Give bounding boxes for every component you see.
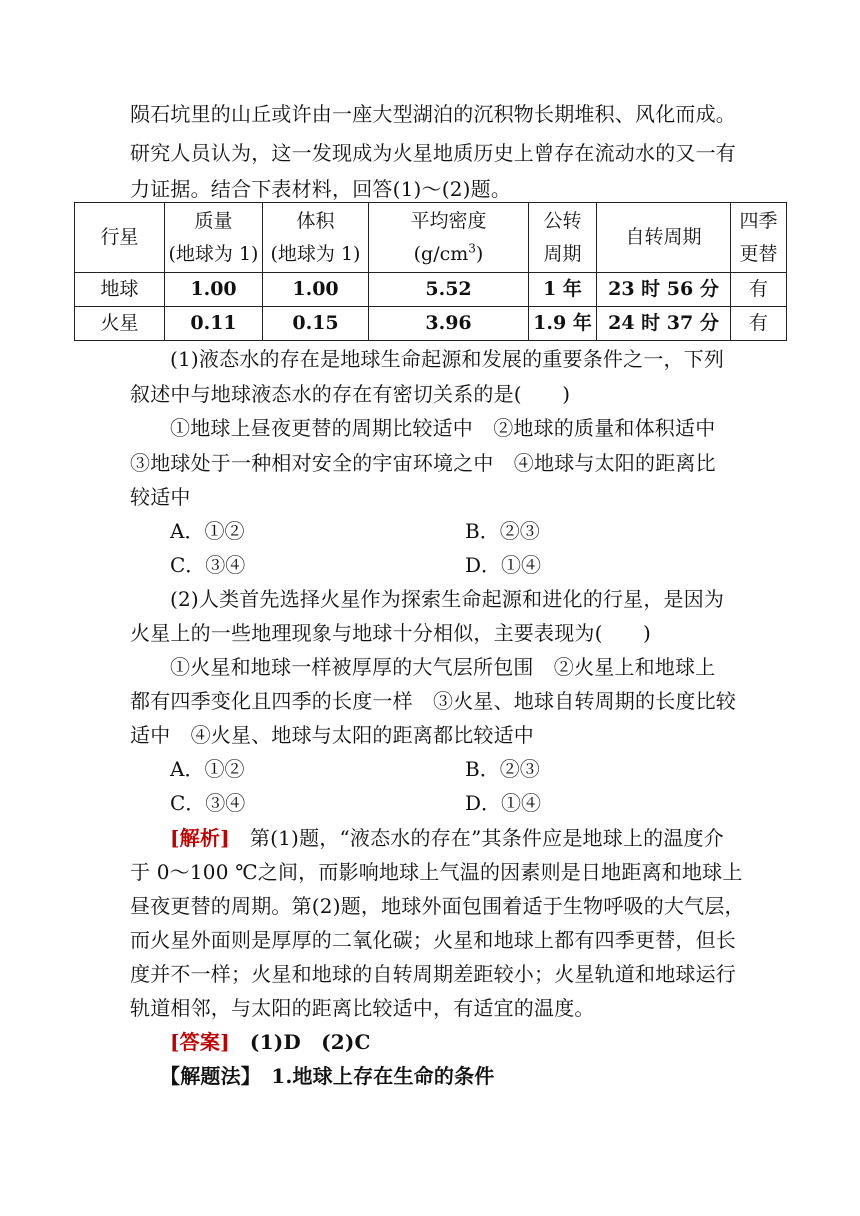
header-revolution: 公转 周期 [529, 203, 597, 273]
q2-statement-line-3: 适中 ④火星、地球与太阳的距离都比较适中 [130, 723, 534, 747]
analysis-line-1 [170, 821, 730, 855]
cell-rotation: 24 时 37 分 [597, 307, 731, 341]
q2-statement-line-1: ①火星和地球一样被厚厚的大气层所包围 ②火星上和地球上 [170, 655, 716, 679]
method-line [160, 1059, 760, 1093]
cell-density: 3.96 [369, 307, 529, 341]
table-row [75, 307, 787, 341]
cell-mass: 0.11 [165, 307, 263, 341]
analysis-line-5: 度并不一样；火星和地球的自转周期差距较小；火星轨道和地球运行 [130, 962, 736, 986]
q1-option-a[interactable]: A．①② [170, 519, 245, 543]
planet-comparison-table [74, 202, 787, 341]
cell-mass: 1.00 [165, 273, 263, 307]
analysis-label: [解析] [170, 826, 230, 850]
q1-option-c[interactable]: C．③④ [170, 553, 246, 577]
header-volume: 体积 (地球为 1) [263, 203, 369, 273]
answer-text: (1)D (2)C [229, 1030, 371, 1054]
analysis-line-2: 于 0～100 ℃之间，而影响地球上气温的因素则是日地距离和地球上 [130, 860, 743, 884]
header-density: 平均密度 $(g/cm^3)$ [369, 203, 529, 273]
analysis-line-4: 而火星外面则是厚厚的二氧化碳；火星和地球上都有四季更替，但长 [130, 928, 736, 952]
method-text: 1.地球上存在生命的条件 [251, 1064, 495, 1088]
q1-statement-line-3: 较适中 [130, 485, 191, 509]
cell-revolution: 1 年 [529, 273, 597, 307]
intro-line-1: 陨石坑里的山丘或许由一座大型湖泊的沉积物长期堆积、风化而成。 [130, 102, 736, 126]
table-header-row [75, 203, 787, 273]
intro-line-2: 研究人员认为，这一发现成为火星地质历史上曾存在流动水的又一有 [130, 141, 736, 165]
q2-option-a[interactable]: A．①② [170, 757, 245, 781]
q1-stem-line-1: (1)液态水的存在是地球生命起源和发展的重要条件之一，下列 [170, 347, 725, 371]
analysis-first-text: 第(1)题，“液态水的存在”其条件应是地球上的温度介 [229, 826, 724, 850]
q2-option-b[interactable]: B．②③ [465, 757, 540, 781]
q1-option-b[interactable]: B．②③ [465, 519, 540, 543]
q1-statement-line-2: ③地球处于一种相对安全的宇宙环境之中 ④地球与太阳的距离比 [130, 451, 716, 475]
cell-planet: 地球 [75, 273, 165, 307]
answer-label: [答案] [170, 1030, 230, 1054]
q1-stem-line-2: 叙述中与地球液态水的存在有密切关系的是( ) [130, 382, 571, 406]
answer-line [170, 1025, 730, 1059]
q2-option-d[interactable]: D．①④ [465, 791, 542, 815]
header-mass: 质量 (地球为 1) [165, 203, 263, 273]
table-row [75, 273, 787, 307]
cell-volume: 0.15 [263, 307, 369, 341]
header-seasons: 四季 更替 [731, 203, 787, 273]
analysis-line-3: 昼夜更替的周期。第(2)题，地球外面包围着适于生物呼吸的大气层， [130, 894, 745, 918]
q1-option-d[interactable]: D．①④ [465, 553, 542, 577]
q1-statement-line-1: ①地球上昼夜更替的周期比较适中 ②地球的质量和体积适中 [170, 416, 716, 440]
cell-seasons: 有 [731, 273, 787, 307]
intro-line-3: 力证据。结合下表材料，回答(1)～(2)题。 [130, 177, 512, 201]
q2-stem-line-1: (2)人类首先选择火星作为探索生命起源和进化的行星，是因为 [170, 587, 725, 611]
cell-planet: 火星 [75, 307, 165, 341]
method-label: 【解题法】 [160, 1064, 251, 1088]
header-rotation: 自转周期 [597, 203, 731, 273]
q2-statement-line-2: 都有四季变化且四季的长度一样 ③火星、地球自转周期的长度比较 [130, 689, 736, 713]
q2-stem-line-2: 火星上的一些地理现象与地球十分相似，主要表现为( ) [130, 621, 652, 645]
cell-revolution: 1.9 年 [529, 307, 597, 341]
cell-volume: 1.00 [263, 273, 369, 307]
cell-density: 5.52 [369, 273, 529, 307]
header-planet: 行星 [75, 203, 165, 273]
q2-option-c[interactable]: C．③④ [170, 791, 246, 815]
cell-seasons: 有 [731, 307, 787, 341]
analysis-line-6: 轨道相邻，与太阳的距离比较适中，有适宜的温度。 [130, 996, 595, 1020]
cell-rotation: 23 时 56 分 [597, 273, 731, 307]
